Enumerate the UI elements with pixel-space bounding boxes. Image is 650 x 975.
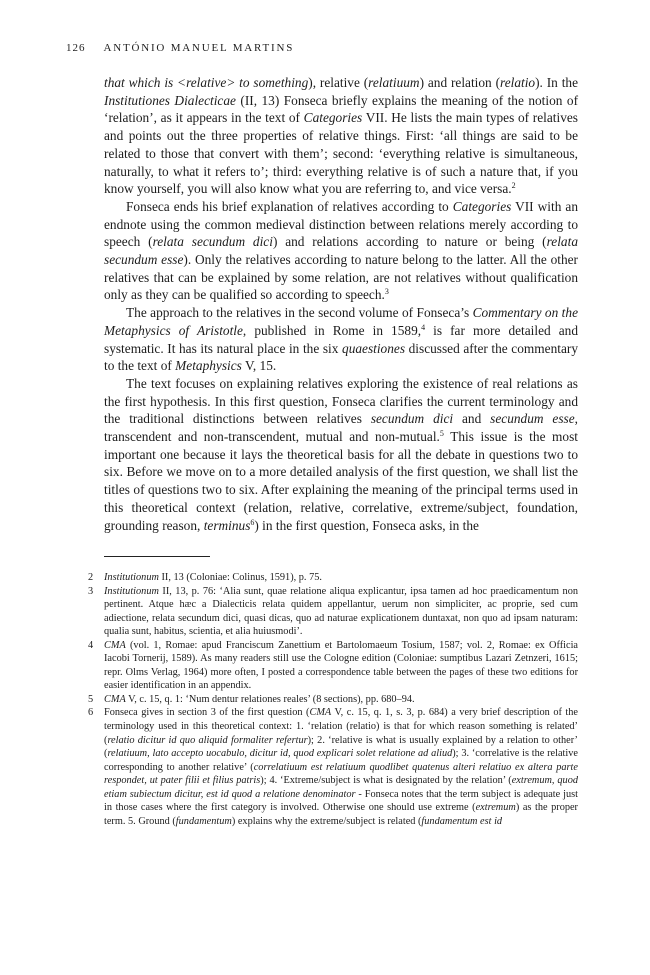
- italic-text: Categories: [452, 198, 512, 214]
- text-run: , transcendent and non-transcendent, mutual and non-mutual.: [104, 411, 578, 445]
- italic-text: Categories: [303, 110, 363, 126]
- text-run: ) explains why the extreme/subject is related (: [231, 815, 422, 827]
- italic-text: that which is <relative> to something: [104, 75, 309, 90]
- italic-text: extremum, quod etiam subiectum dicitur, est id quod a relatione denominator: [104, 775, 578, 800]
- italic-text: Institutiones Dialecticae: [104, 92, 236, 108]
- footnote-ref: 5: [439, 429, 444, 439]
- footnote-number: 6: [88, 707, 94, 719]
- paragraph: [104, 74, 578, 198]
- footnote-text: [104, 571, 578, 585]
- page-number: 126: [66, 42, 86, 54]
- italic-text: CMA: [309, 707, 332, 719]
- italic-text: quaestiones: [342, 340, 406, 356]
- text-run: ); 3. ‘correlative is the relative corresponding to another relative’ (: [104, 748, 578, 773]
- text-run: ); 4. ‘Extreme/subject is what is designated by the relation’ (: [260, 775, 512, 787]
- italic-text: relata secundum dici: [152, 234, 273, 250]
- italic-text: terminus: [203, 517, 251, 533]
- text-run: II, 13, p. 76: ‘Alia sunt, quae relatione aliqua explicantur, ipsa tamen ad hoc praedicamentum non pertinent. Atque hæc a Dialecticis relata quidem appellantur, uerum non simpliciter, ac proprie, sed cum adiectione, relata secundum dici, quasi dicas, quo ad naturae explicationem duntaxat, non quo ad ipsam naturam: qualia sunt, habitus, scientia, et alia huiusmodi’.: [104, 585, 578, 638]
- text-run: ) in the first question, Fonseca asks, in the: [254, 517, 479, 533]
- footnote-number: 4: [88, 639, 94, 651]
- text-run: Fonseca gives in section 3 of the first question (: [104, 707, 310, 719]
- footnote-text: [104, 706, 578, 828]
- text-run: is far more detailed and systematic. It has its natural place in the six: [104, 322, 579, 356]
- text-run: , published in Rome in 1589,: [242, 322, 422, 338]
- text-run: V, c. 15, q. 1, s. 3, p. 684) a very brief description of the terminology used in this theoretical context: 1. ‘relation (relatio) is that for which reason something is related’ (: [104, 707, 578, 746]
- running-header: [66, 42, 294, 54]
- text-run: V, c. 15, q. 1: ‘Num dentur relationes reales’ (8 sections), pp. 680–94.: [125, 693, 415, 705]
- text-run: ). In the: [535, 75, 578, 90]
- text-run: ). Only the relatives according to nature belong to the latter. All the other relatives that can be explained by some relation, are not relatives without qualification only as they can be qualified so according to speech.: [104, 252, 578, 303]
- italic-text: relatio: [500, 75, 536, 90]
- footnote-number: 2: [88, 572, 94, 583]
- italic-text: Institutionum: [104, 572, 159, 583]
- footnote-text: [104, 585, 578, 639]
- footnote: [88, 571, 578, 585]
- paragraph: [104, 198, 578, 304]
- text-run: ) and relations according to nature or being (: [272, 234, 547, 250]
- text-run: ) and relation (: [419, 75, 501, 90]
- text-run: (II, 13) Fonseca briefly explains the meaning of the notion of ‘relation’, as it appears in the text of: [104, 92, 579, 126]
- italic-text: relatiuum, lato accepto uocabulo, dicitur id, quod explicari solet relatione ad aliud: [107, 748, 453, 760]
- text-run: The text focuses on explaining relatives exploring the existence of real relations as the first hypothesis. In this first question, Fonseca clarifies the current terminology and the traditional distinctions between relatives: [104, 375, 578, 427]
- footnote-separator: [104, 556, 210, 557]
- italic-text: Metaphysics: [175, 358, 242, 374]
- italic-text: CMA: [104, 639, 126, 651]
- italic-text: relatiuum: [368, 75, 420, 90]
- running-head-author: ANTÓNIO MANUEL MARTINS: [103, 42, 295, 54]
- italic-text: secundum esse: [490, 411, 575, 427]
- footnotes: [88, 571, 578, 828]
- text-run: ) as the proper term. 5. Ground (: [104, 802, 578, 827]
- footnote: [88, 706, 578, 828]
- text-run: VII. He lists the main types of relatives and points out the three properties of relative things. First: ‘all things are said to be related to those that convert with them’; second: ‘everything relative is simultaneous, naturally, to what it refers to’; third: everything relative is of such a nature that, if you know yourself, you will also know what you are referring to, and vice versa.: [104, 110, 578, 197]
- paragraph: [104, 375, 578, 534]
- footnote-number: 3: [88, 585, 94, 597]
- text-run: - Fonseca notes that the term subject is adequate just in those cases where the first category is involved. Otherwise one should use extreme (: [104, 788, 578, 814]
- paragraph: [104, 304, 578, 375]
- italic-text: Commentary on the Metaphysics of Aristotle: [104, 305, 578, 338]
- italic-text: relata secundum esse: [104, 234, 578, 268]
- text-run: Fonseca ends his brief explanation of relatives according to: [126, 198, 453, 214]
- italic-text: secundum dici: [370, 411, 454, 427]
- footnote-ref: 2: [511, 181, 516, 191]
- italic-text: relatio dicitur id quo aliquid formaliter refertur: [107, 734, 308, 746]
- footnote-text: [104, 693, 578, 707]
- main-text: [104, 74, 578, 534]
- text-run: discussed after the commentary to the text of: [104, 340, 578, 374]
- text-run: ); 2. ‘relative is what is usually explained by a relation to other’ (: [104, 734, 578, 760]
- footnote-number: 5: [88, 693, 94, 705]
- text-run: The approach to the relatives in the second volume of Fonseca’s: [126, 305, 473, 321]
- text-run: V, 15.: [241, 358, 277, 374]
- footnote: [88, 585, 578, 639]
- italic-text: fundamentum est id: [421, 815, 503, 827]
- footnote-ref: 3: [384, 287, 389, 297]
- footnote: [88, 639, 578, 693]
- text-run: II, 13 (Coloniae: Colinus, 1591), p. 75.: [158, 572, 322, 583]
- footnote-ref: 6: [250, 517, 255, 527]
- italic-text: Institutionum: [104, 585, 159, 597]
- text-run: VII with an endnote using the common medieval distinction between relations merely according to speech (: [104, 198, 578, 250]
- text-run: and: [453, 411, 491, 427]
- footnote: [88, 693, 578, 707]
- text-run: (vol. 1, Romae: apud Franciscum Zanettium et Bartolomaeum Tosium, 1587; vol. 2, Romae: ex Officia Iacobi Tornerij, 1589). As many readers still use the Cologne edition (Coloniae: sumptibus Lazari Zetnzeri, 1615; repr. Olms Verlag, 1964) more often, I posted a correspondence table between the pages of these two editions for easier identification in an appendix.: [104, 639, 578, 692]
- italic-text: extremum: [475, 802, 516, 814]
- text-run: ), relative (: [308, 75, 369, 90]
- footnote-text: [104, 639, 578, 693]
- text-run: This issue is the most important one because it lays the theoretical basis for all the debate in questions two to six. Before we move on to a more detailed analysis of the first question, we shall list the titles of questions two to six. After explaining the meaning of the principal terms used in this theoretical context (relation, relative, correlative, extreme/subject, foundation, grounding reason,: [104, 429, 578, 533]
- italic-text: fundamentum: [175, 815, 232, 827]
- italic-text: CMA: [104, 693, 126, 705]
- footnote-ref: 4: [421, 322, 426, 332]
- italic-text: correlatiuum est relatiuum quodlibet quatenus alteri relatiuo ex altera parte respondet, ut pater filii et filius patris: [104, 761, 578, 787]
